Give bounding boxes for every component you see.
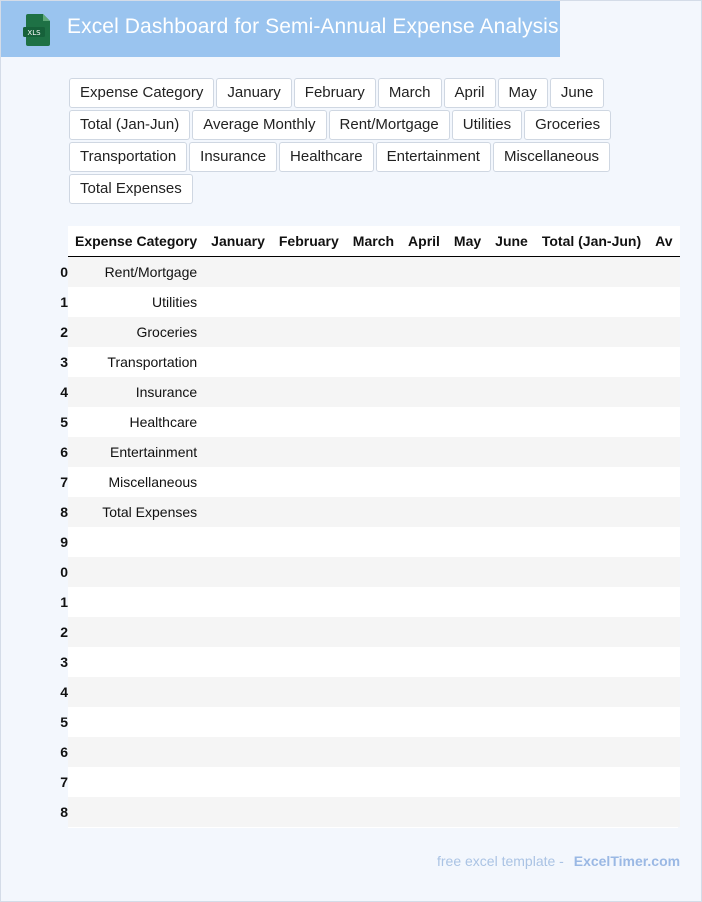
value-cell xyxy=(648,527,679,557)
table-row xyxy=(68,737,680,767)
value-cell xyxy=(535,287,648,317)
value-cell xyxy=(488,347,535,377)
value-cell xyxy=(535,497,648,527)
footer-prefix: free excel template - xyxy=(437,853,564,869)
value-cell xyxy=(488,467,535,497)
category-cell xyxy=(68,557,204,587)
value-cell xyxy=(535,257,648,288)
value-cell xyxy=(346,617,401,647)
value-cell xyxy=(447,497,488,527)
row-index-label: 2 xyxy=(60,624,68,640)
value-cell xyxy=(535,347,648,377)
table-row xyxy=(68,467,680,497)
value-cell xyxy=(346,317,401,347)
value-cell xyxy=(535,377,648,407)
row-index-label: 5 xyxy=(60,414,68,430)
column-chip[interactable]: May xyxy=(498,78,548,108)
value-cell xyxy=(488,617,535,647)
table-row xyxy=(68,257,680,288)
value-cell xyxy=(346,797,401,827)
category-cell xyxy=(68,587,204,617)
expense-table xyxy=(60,226,680,827)
value-cell xyxy=(401,527,447,557)
value-cell xyxy=(535,467,648,497)
value-cell xyxy=(346,527,401,557)
column-chip[interactable]: April xyxy=(444,78,496,108)
value-cell xyxy=(648,497,679,527)
value-cell xyxy=(272,707,346,737)
value-cell xyxy=(204,257,272,288)
value-cell xyxy=(346,287,401,317)
column-chip[interactable]: June xyxy=(550,78,605,108)
value-cell xyxy=(204,377,272,407)
column-header-cell[interactable]: March xyxy=(346,226,401,257)
excel-file-icon xyxy=(23,14,51,46)
row-index-label: 7 xyxy=(60,474,68,490)
value-cell xyxy=(272,647,346,677)
value-cell xyxy=(272,527,346,557)
value-cell xyxy=(204,467,272,497)
value-cell xyxy=(488,647,535,677)
value-cell xyxy=(447,407,488,437)
value-cell xyxy=(272,797,346,827)
table-row xyxy=(68,707,680,737)
value-cell xyxy=(272,737,346,767)
column-header-cell[interactable]: February xyxy=(272,226,346,257)
value-cell xyxy=(401,407,447,437)
value-cell xyxy=(447,737,488,767)
value-cell xyxy=(401,557,447,587)
value-cell xyxy=(204,767,272,797)
value-cell xyxy=(648,737,679,767)
data-table-container[interactable] xyxy=(60,226,678,828)
column-chip[interactable]: Total (Jan-Jun) xyxy=(69,110,190,140)
category-cell xyxy=(68,767,204,797)
column-chip[interactable]: January xyxy=(216,78,291,108)
category-cell xyxy=(68,707,204,737)
category-cell xyxy=(68,617,204,647)
value-cell xyxy=(535,407,648,437)
row-index-label: 4 xyxy=(60,684,68,700)
column-chip[interactable]: Groceries xyxy=(524,110,611,140)
value-cell xyxy=(204,647,272,677)
value-cell xyxy=(648,377,679,407)
value-cell xyxy=(401,617,447,647)
value-cell xyxy=(447,557,488,587)
table-row xyxy=(68,347,680,377)
value-cell xyxy=(447,767,488,797)
value-cell xyxy=(272,407,346,437)
column-header-cell[interactable]: April xyxy=(401,226,447,257)
row-index-label: 3 xyxy=(60,354,68,370)
value-cell xyxy=(272,497,346,527)
column-chip[interactable]: Entertainment xyxy=(376,142,491,172)
value-cell xyxy=(346,587,401,617)
value-cell xyxy=(401,587,447,617)
value-cell xyxy=(346,467,401,497)
column-chip[interactable]: Insurance xyxy=(189,142,277,172)
value-cell xyxy=(535,587,648,617)
value-cell xyxy=(535,647,648,677)
page-header xyxy=(1,1,560,57)
table-body xyxy=(60,257,680,828)
category-cell: Healthcare xyxy=(68,407,204,437)
value-cell xyxy=(535,737,648,767)
value-cell xyxy=(447,527,488,557)
value-cell xyxy=(401,677,447,707)
value-cell xyxy=(272,437,346,467)
value-cell xyxy=(401,497,447,527)
category-cell: Utilities xyxy=(68,287,204,317)
value-cell xyxy=(488,587,535,617)
value-cell xyxy=(204,557,272,587)
value-cell xyxy=(447,257,488,288)
value-cell xyxy=(346,707,401,737)
column-chip[interactable]: February xyxy=(294,78,376,108)
value-cell xyxy=(401,707,447,737)
row-index-label: 5 xyxy=(60,714,68,730)
value-cell xyxy=(401,257,447,288)
value-cell xyxy=(447,677,488,707)
value-cell xyxy=(401,347,447,377)
row-index-label: 1 xyxy=(60,294,68,310)
column-header-cell[interactable]: January xyxy=(204,226,272,257)
value-cell xyxy=(401,467,447,497)
row-index-label: 6 xyxy=(60,444,68,460)
row-index-label: 9 xyxy=(60,534,68,550)
table-row xyxy=(68,677,680,707)
category-cell: Transportation xyxy=(68,347,204,377)
column-chip[interactable]: March xyxy=(378,78,442,108)
value-cell xyxy=(488,767,535,797)
value-cell xyxy=(447,377,488,407)
column-chip[interactable]: Total Expenses xyxy=(69,174,193,204)
value-cell xyxy=(346,677,401,707)
value-cell xyxy=(535,677,648,707)
value-cell xyxy=(535,557,648,587)
column-chip[interactable]: Utilities xyxy=(452,110,522,140)
value-cell xyxy=(447,647,488,677)
table-row xyxy=(68,647,680,677)
row-index-label: 1 xyxy=(60,594,68,610)
value-cell xyxy=(648,677,679,707)
value-cell xyxy=(648,467,679,497)
value-cell xyxy=(272,677,346,707)
column-chip[interactable]: Expense Category xyxy=(69,78,214,108)
column-chip[interactable]: Average Monthly xyxy=(192,110,326,140)
value-cell xyxy=(204,617,272,647)
value-cell xyxy=(488,317,535,347)
column-chip-list xyxy=(69,78,629,204)
value-cell xyxy=(447,617,488,647)
value-cell xyxy=(346,437,401,467)
category-cell: Entertainment xyxy=(68,437,204,467)
value-cell xyxy=(204,707,272,737)
value-cell xyxy=(401,377,447,407)
value-cell xyxy=(488,797,535,827)
value-cell xyxy=(204,347,272,377)
value-cell xyxy=(447,437,488,467)
icon-label: XLS xyxy=(27,29,41,37)
table-row xyxy=(68,287,680,317)
value-cell xyxy=(535,527,648,557)
value-cell xyxy=(648,647,679,677)
value-cell xyxy=(488,677,535,707)
value-cell xyxy=(488,287,535,317)
row-index-label: 8 xyxy=(60,804,68,820)
row-index-label: 6 xyxy=(60,744,68,760)
value-cell xyxy=(488,737,535,767)
table-row xyxy=(68,797,680,827)
value-cell xyxy=(204,737,272,767)
category-cell: Total Expenses xyxy=(68,497,204,527)
value-cell xyxy=(346,377,401,407)
value-cell xyxy=(204,407,272,437)
value-cell xyxy=(447,317,488,347)
value-cell xyxy=(535,317,648,347)
value-cell xyxy=(447,707,488,737)
table-row xyxy=(68,437,680,467)
row-index-label: 2 xyxy=(60,324,68,340)
value-cell xyxy=(346,257,401,288)
table-row xyxy=(68,767,680,797)
value-cell xyxy=(346,347,401,377)
value-cell xyxy=(272,467,346,497)
value-cell xyxy=(346,737,401,767)
value-cell xyxy=(535,767,648,797)
table-row xyxy=(68,377,680,407)
value-cell xyxy=(488,497,535,527)
column-header-cell[interactable]: Av xyxy=(648,226,679,257)
value-cell xyxy=(648,767,679,797)
value-cell xyxy=(401,437,447,467)
row-index-label: 4 xyxy=(60,384,68,400)
value-cell xyxy=(346,647,401,677)
value-cell xyxy=(488,557,535,587)
table-row xyxy=(68,527,680,557)
column-chip[interactable]: Miscellaneous xyxy=(493,142,610,172)
value-cell xyxy=(535,437,648,467)
value-cell xyxy=(648,287,679,317)
column-header-cell[interactable]: Total (Jan-Jun) xyxy=(535,226,648,257)
value-cell xyxy=(204,317,272,347)
value-cell xyxy=(447,797,488,827)
table-row xyxy=(68,587,680,617)
value-cell xyxy=(204,497,272,527)
value-cell xyxy=(346,557,401,587)
row-index-label: 0 xyxy=(60,564,68,580)
value-cell xyxy=(401,767,447,797)
table-row xyxy=(68,617,680,647)
column-header-cell[interactable]: May xyxy=(447,226,488,257)
value-cell xyxy=(272,587,346,617)
value-cell xyxy=(272,317,346,347)
value-cell xyxy=(488,407,535,437)
value-cell xyxy=(488,377,535,407)
value-cell xyxy=(272,287,346,317)
category-cell: Groceries xyxy=(68,317,204,347)
value-cell xyxy=(447,287,488,317)
value-cell xyxy=(401,737,447,767)
value-cell xyxy=(648,347,679,377)
value-cell xyxy=(204,587,272,617)
value-cell xyxy=(272,617,346,647)
row-index-label: 7 xyxy=(60,774,68,790)
table-row xyxy=(68,497,680,527)
category-cell xyxy=(68,737,204,767)
column-header-cell[interactable]: June xyxy=(488,226,535,257)
table-row xyxy=(68,557,680,587)
value-cell xyxy=(488,527,535,557)
value-cell xyxy=(401,647,447,677)
value-cell xyxy=(272,767,346,797)
value-cell xyxy=(447,587,488,617)
value-cell xyxy=(535,617,648,647)
category-cell: Rent/Mortgage xyxy=(68,257,204,288)
column-chip[interactable]: Transportation xyxy=(69,142,187,172)
value-cell xyxy=(535,797,648,827)
column-header-cell[interactable]: Expense Category xyxy=(68,226,204,257)
value-cell xyxy=(447,467,488,497)
category-cell xyxy=(68,527,204,557)
value-cell xyxy=(535,707,648,737)
row-index-label: 3 xyxy=(60,654,68,670)
category-cell: Insurance xyxy=(68,377,204,407)
value-cell xyxy=(204,677,272,707)
value-cell xyxy=(401,317,447,347)
footer-brand-link[interactable]: ExcelTimer.com xyxy=(573,853,681,869)
value-cell xyxy=(488,707,535,737)
value-cell xyxy=(488,257,535,288)
value-cell xyxy=(648,257,679,288)
value-cell xyxy=(272,377,346,407)
column-chip[interactable]: Healthcare xyxy=(279,142,374,172)
value-cell xyxy=(648,437,679,467)
value-cell xyxy=(204,527,272,557)
value-cell xyxy=(648,617,679,647)
value-cell xyxy=(204,287,272,317)
value-cell xyxy=(272,347,346,377)
row-index-label: 8 xyxy=(60,504,68,520)
page-title: Excel Dashboard for Semi-Annual Expense Analysis xyxy=(67,15,559,38)
value-cell xyxy=(488,437,535,467)
value-cell xyxy=(346,407,401,437)
value-cell xyxy=(204,797,272,827)
value-cell xyxy=(272,557,346,587)
table-header-row xyxy=(68,226,680,257)
footer xyxy=(437,853,680,869)
column-chip[interactable]: Rent/Mortgage xyxy=(329,110,450,140)
category-cell xyxy=(68,647,204,677)
value-cell xyxy=(648,797,679,827)
category-cell xyxy=(68,677,204,707)
value-cell xyxy=(447,347,488,377)
value-cell xyxy=(401,287,447,317)
category-cell xyxy=(68,797,204,827)
value-cell xyxy=(204,437,272,467)
value-cell xyxy=(648,407,679,437)
category-cell: Miscellaneous xyxy=(68,467,204,497)
value-cell xyxy=(648,587,679,617)
value-cell xyxy=(401,797,447,827)
value-cell xyxy=(272,257,346,288)
value-cell xyxy=(648,317,679,347)
value-cell xyxy=(648,557,679,587)
value-cell xyxy=(346,497,401,527)
table-row xyxy=(68,407,680,437)
value-cell xyxy=(648,707,679,737)
value-cell xyxy=(346,767,401,797)
table-row xyxy=(68,317,680,347)
row-index-label: 0 xyxy=(60,264,68,280)
